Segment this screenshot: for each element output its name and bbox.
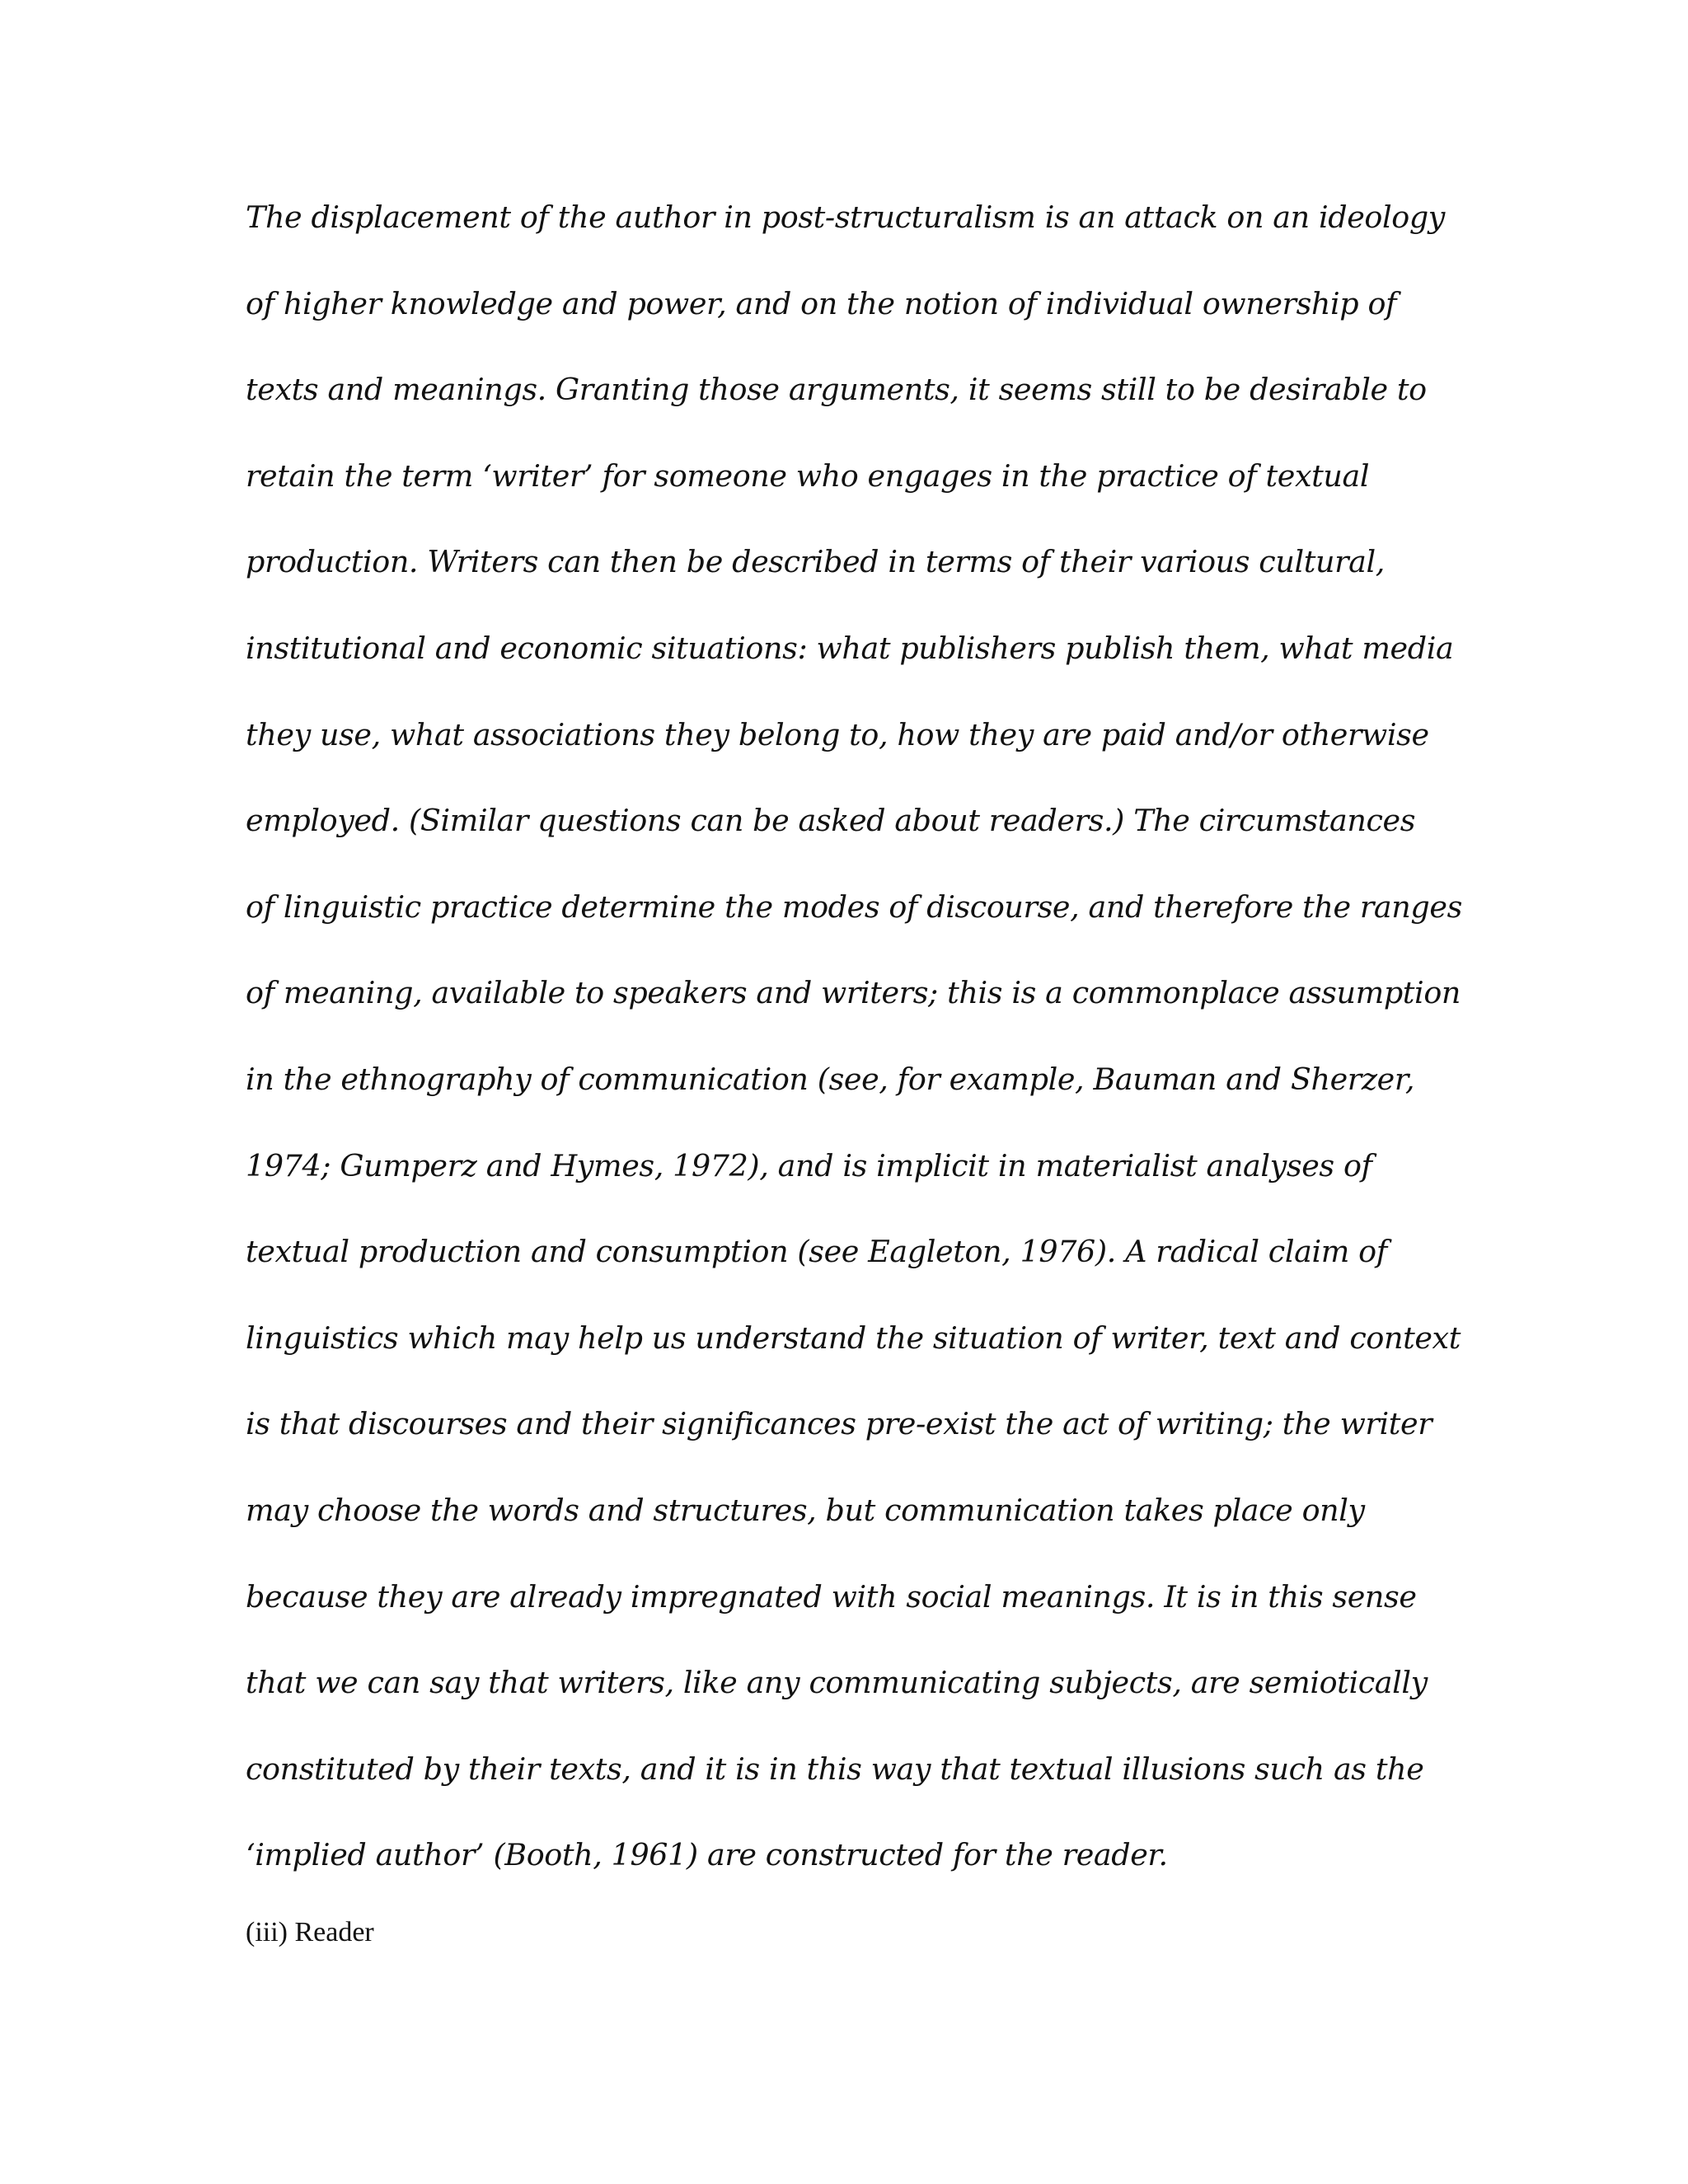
body-paragraph bbox=[246, 193, 1462, 1917]
paragraph-line: textual production and consumption (see Eagleton, 1976). A radical claim of bbox=[246, 1234, 1387, 1270]
paragraph-line: institutional and economic situations: what publishers publish them, what media bbox=[246, 630, 1454, 666]
paragraph-line: may choose the words and structures, but communication takes place only bbox=[246, 1492, 1365, 1528]
section-heading: (iii) Reader bbox=[246, 1917, 374, 1947]
paragraph-line: production. Writers can then be described in terms of their various cultural, bbox=[246, 544, 1385, 580]
paragraph-line: because they are already impregnated with social meanings. It is in this sense bbox=[246, 1578, 1417, 1615]
paragraph-line: texts and meanings. Granting those arguments, it seems still to be desirable to bbox=[246, 372, 1427, 408]
paragraph-line: of meaning, available to speakers and writers; this is a commonplace assumption bbox=[246, 975, 1461, 1011]
paragraph-line: retain the term ‘writer’ for someone who engages in the practice of textual bbox=[246, 457, 1370, 494]
paragraph-line: is that discourses and their significances pre-exist the act of writing; the writer bbox=[246, 1406, 1432, 1442]
paragraph-line: The displacement of the author in post-structuralism is an attack on an ideology bbox=[246, 199, 1446, 235]
paragraph-line: of linguistic practice determine the modes of discourse, and therefore the ranges bbox=[246, 888, 1462, 925]
paragraph-line: of higher knowledge and power, and on the notion of individual ownership of bbox=[246, 285, 1397, 321]
paragraph-line: they use, what associations they belong to, how they are paid and/or otherwise bbox=[246, 716, 1429, 752]
paragraph-line: linguistics which may help us understand the situation of writer, text and context bbox=[246, 1319, 1461, 1356]
paragraph-line: that we can say that writers, like any communicating subjects, are semiotically bbox=[246, 1665, 1428, 1701]
paragraph-line: in the ethnography of communication (see, for example, Bauman and Sherzer, bbox=[246, 1061, 1415, 1097]
paragraph-line: ‘implied author’ (Booth, 1961) are constructed for the reader. bbox=[246, 1837, 1168, 1873]
paragraph-line: 1974; Gumperz and Hymes, 1972), and is implicit in materialist analyses of bbox=[246, 1147, 1372, 1183]
paragraph-line: constituted by their texts, and it is in this way that textual illusions such as the bbox=[246, 1750, 1424, 1787]
paragraph-line: employed. (Similar questions can be asked about readers.) The circumstances bbox=[246, 803, 1416, 839]
